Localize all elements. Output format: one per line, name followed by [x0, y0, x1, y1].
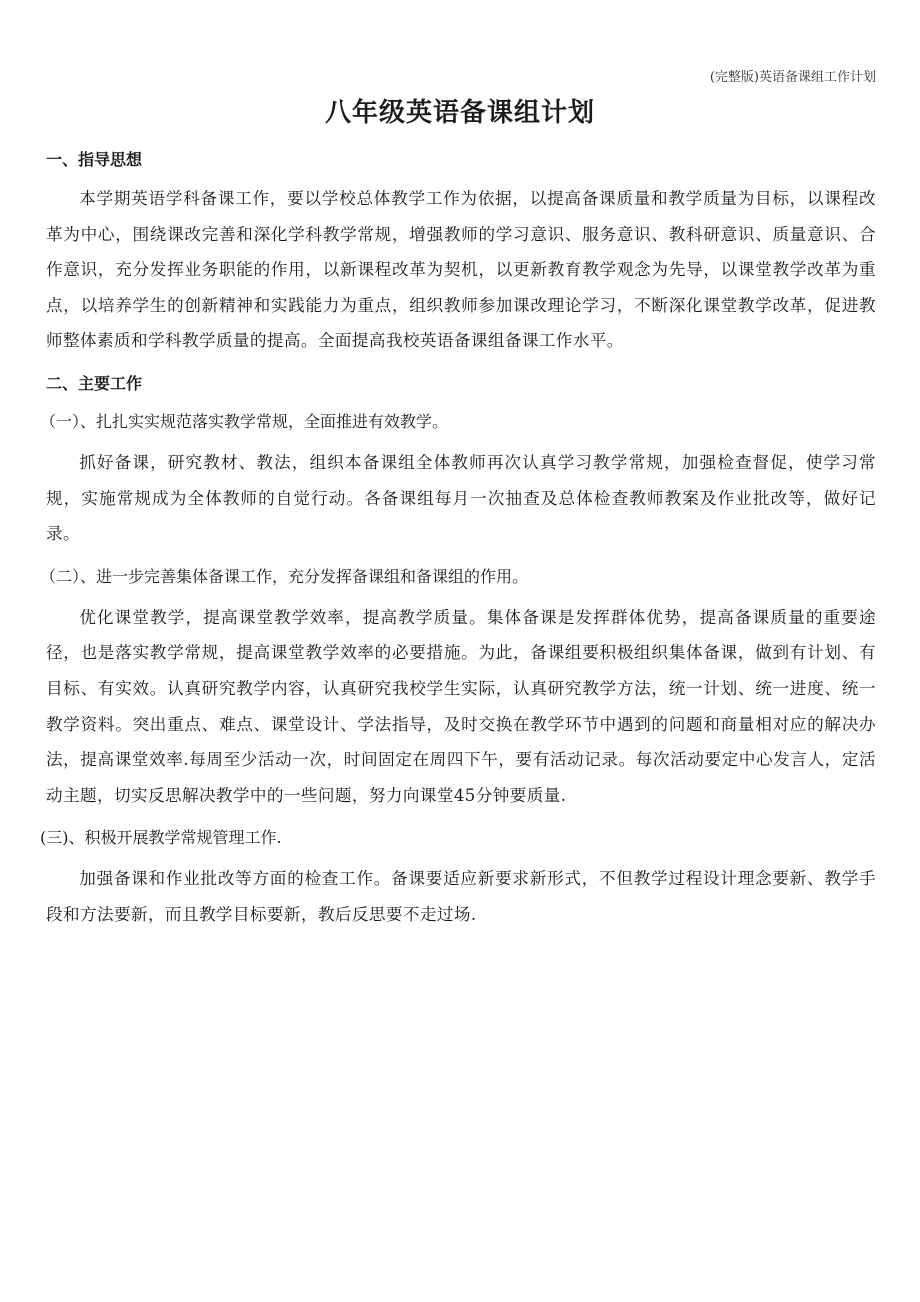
paragraph-routine-management: 加强备课和作业批改等方面的检查工作。备课要适应新要求新形式，不但教学过程设计理念要新、教学手段和方法要新，而且教学目标要新，教后反思要不走过场.	[46, 869, 876, 924]
document-body	[40, 143, 876, 941]
paragraph-teaching-routine: 抓好备课，研究教材、教法，组织本备课组全体教师再次认真学习教学常规，加强检查督促，使学习常规，实施常规成为全体教师的自觉行动。各备课组每月一次抽查及总体检查教师教案及作业批改等，做好记录。	[46, 452, 876, 544]
section-heading-guiding-ideology: 一、指导思想	[46, 150, 143, 169]
subheading-collective-lesson-prep: （二）、进一步完善集体备课工作，充分发挥备课组和备课组的作用。	[40, 566, 529, 586]
paragraph-collective-lesson-prep: 优化课堂教学，提高课堂教学效率，提高教学质量。集体备课是发挥群体优势，提高备课质量的重要途径，也是落实教学常规，提高课堂教学效率的必要措施。为此，备课组要积极组织集体备课，做到有计划、有目标、有实效。认真研究教学内容，认真研究我校学生实际，认真研究教学方法，统一计划、统一进度、统一教学资料。突出重点、难点、课堂设计、学法指导，及时交换在教学环节中遇到的问题和商量相对应的解决办法，提高课堂效率.每周至少活动一次，时间固定在周四下午，要有活动记录。每次活动要定中心发言人，定活动主题，切实反思解决教学中的一些问题，努力向课堂45分钟要质量.	[46, 607, 876, 805]
document-header-label: (完整版)英语备课组工作计划	[709, 70, 876, 85]
subheading-teaching-routine: （一）、扎扎实实规范落实教学常规，全面推进有效教学。	[40, 411, 449, 431]
document-title: 八年级英语备课组计划	[324, 98, 595, 128]
subheading-routine-management: (三)、积极开展教学常规管理工作.	[40, 828, 282, 848]
section-heading-main-work: 二、主要工作	[46, 373, 143, 393]
paragraph-guiding-ideology: 本学期英语学科备课工作，要以学校总体教学工作为依据，以提高备课质量和教学质量为目标，以课程改革为中心，围绕课改完善和深化学科教学常规，增强教师的学习意识、服务意识、教科研意识、质量意识、合作意识，充分发挥业务职能的作用，以新课程改革为契机，以更新教育教学观念为先导，以课堂教学改革为重点，以培养学生的创新精神和实践能力为重点，组织教师参加课改理论学习，不断深化课堂教学改革，促进教师整体素质和学科教学质量的提高。全面提高我校英语备课组备课工作水平。	[46, 189, 876, 351]
